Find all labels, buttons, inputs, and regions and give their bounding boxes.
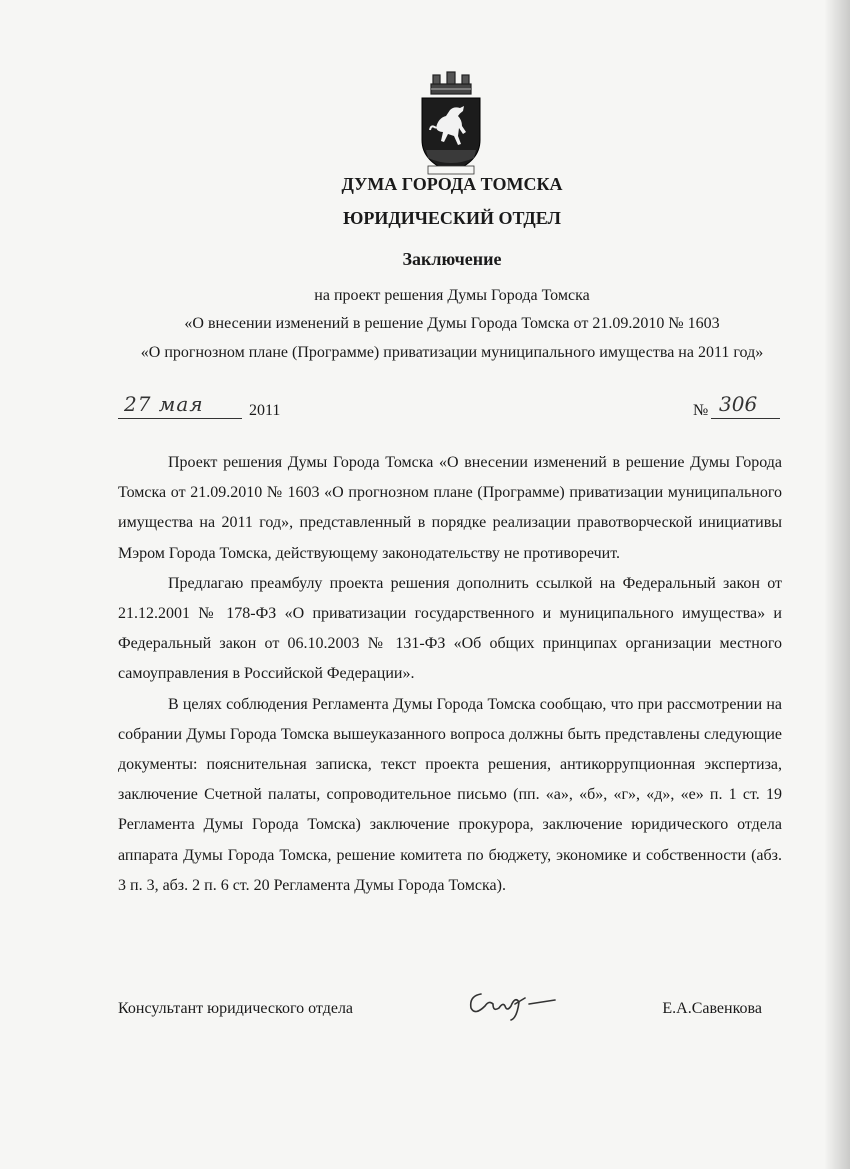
handwritten-number: 306	[719, 392, 758, 416]
number-label: №	[693, 402, 709, 419]
date-year: 2011	[249, 402, 281, 419]
document-title: Заключение	[402, 249, 502, 269]
body-paragraph-1: Проект решения Думы Города Томска «О внесении изменений в решение Думы Города Томска от 21.09.2010 № 1603 «О прогнозном плане (Программе) приватизации муниципального имущества на 2011 год», представленный в порядке реализации правотворческой инициативы Мэром Города Томска, действующему законодательству не противоречит.	[118, 454, 782, 562]
number-field	[711, 394, 780, 419]
city-coat-of-arms-icon	[416, 70, 486, 178]
department-heading: ЮРИДИЧЕСКИЙ ОТДЕЛ	[343, 208, 561, 228]
signer-position: Консультант юридического отдела	[118, 1000, 354, 1017]
body-paragraph-3: В целях соблюдения Регламента Думы Города Томска сообщаю, что при рассмотрении на собрании Думы Города Томска вышеуказанного вопроса должны быть представлены следующие документы: пояснительная записка, текст проекта решения, антикоррупционная экспертиза, заключение Счетной палаты, сопроводительное письмо (пп. «а», «б», «г», «д», «е» п. 1 ст. 19 Регламента Думы Города Томска) заключение прокурора, заключение юридического отдела аппарата Думы Города Томска, решение комитета по бюджету, экономике и собственности (абз. 3 п. 3, абз. 2 п. 6 ст. 20 Регламента Думы Города Томска).	[118, 695, 782, 894]
signature-block	[118, 996, 782, 1026]
body-paragraph-2: Предлагаю преамбулу проекта решения дополнить ссылкой на Федеральный закон от 21.12.2001 № 178-ФЗ «О приватизации государственного и муниципального имущества» и Федеральный закон от 06.10.2003 № 131-ФЗ «Об общих принципах организации местного самоуправления в Российской Федерации».	[118, 574, 782, 683]
handwritten-date: 27 мая	[124, 392, 204, 416]
subtitle-line-3: «О прогнозном плане (Программе) приватизации муниципального имущества на 2011 год»	[140, 344, 764, 361]
handwritten-signature	[463, 982, 563, 1022]
subtitle-line-2: «О внесении изменений в решение Думы Города Томска от 21.09.2010 № 1603	[184, 315, 720, 332]
signer-name: Е.А.Савенкова	[662, 1000, 762, 1017]
date-number-row	[118, 392, 780, 426]
document-body	[118, 448, 782, 901]
org-heading: ДУМА ГОРОДА ТОМСКА	[341, 174, 563, 194]
subtitle-line-1: на проект решения Думы Города Томска	[314, 287, 590, 304]
date-field	[118, 394, 242, 419]
